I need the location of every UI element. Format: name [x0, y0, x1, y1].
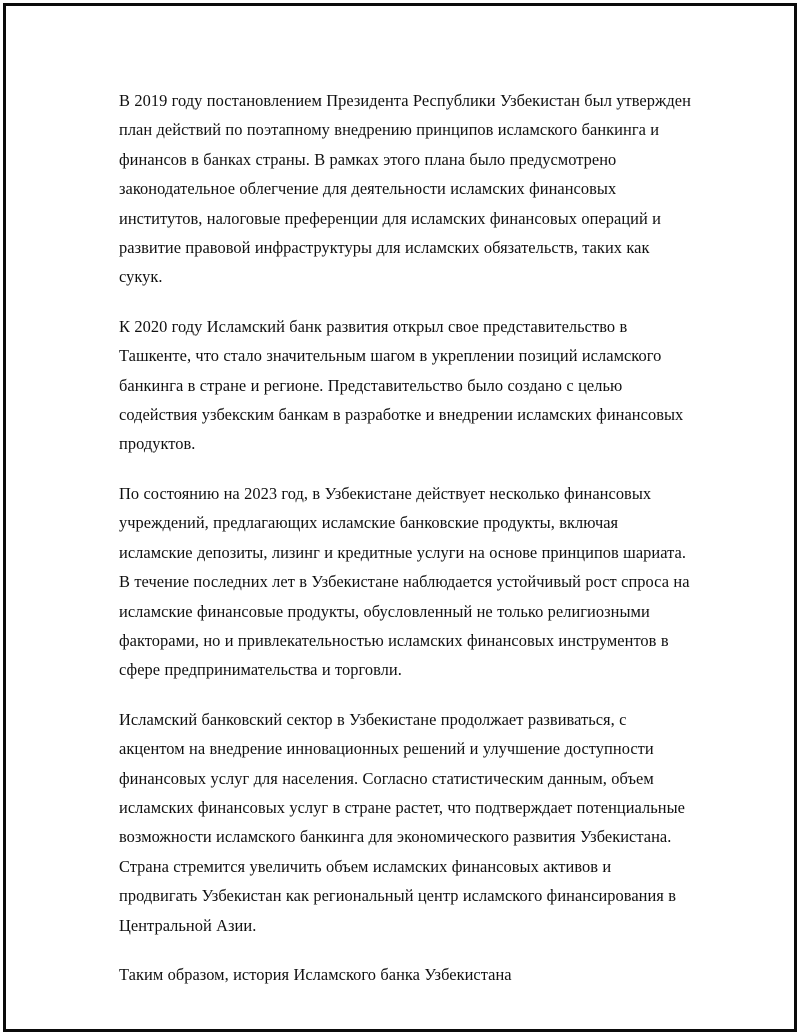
page-border-frame — [3, 3, 797, 1032]
document-text-body — [119, 86, 693, 989]
paragraph-4: Исламский банковский сектор в Узбекистане продолжает развиваться, с акцентом на внедрение инновационных решений и улучшение доступности финансовых услуг для населения. Согласно статистическим данным, объем исламских финансовых услуг в стране растет, что подтверждает потенциальные возможности исламского банкинга для экономического развития Узбекистана. Страна стремится увеличить объем исламских финансовых активов и продвигать Узбекистан как региональный центр исламского финансирования в Центральной Азии. — [119, 709, 685, 935]
paragraph-3: По состоянию на 2023 год, в Узбекистане действует несколько финансовых учреждений, предлагающих исламские банковские продукты, включая исламские депозиты, лизинг и кредитные услуги на основе принципов шариата. В течение последних лет в Узбекистане наблюдается устойчивый рост спроса на исламские финансовые продукты, обусловленный не только религиозными факторами, но и привлекательностью исламских финансовых инструментов в сфере предпринимательства и торговли. — [119, 483, 690, 680]
paragraph-1: В 2019 году постановлением Президента Республики Узбекистан был утвержден план действий по поэтапному внедрению принципов исламского банкинга и финансов в банках страны. В рамках этого плана было предусмотрено законодательное облегчение для деятельности исламских финансовых институтов, налоговые преференции для исламских финансовых операций и развитие правовой инфраструктуры для исламских обязательств, таких как сукук. — [119, 91, 691, 287]
paragraph-2: К 2020 году Исламский банк развития открыл свое представительство в Ташкенте, что стало значительным шагом в укреплении позиций исламского банкинга в стране и регионе. Представительство было создано с целью содействия узбекским банкам в разработке и внедрении исламских финансовых продуктов. — [119, 316, 684, 454]
paragraph-5: Таким образом, история Исламского банка Узбекистана — [119, 964, 512, 984]
